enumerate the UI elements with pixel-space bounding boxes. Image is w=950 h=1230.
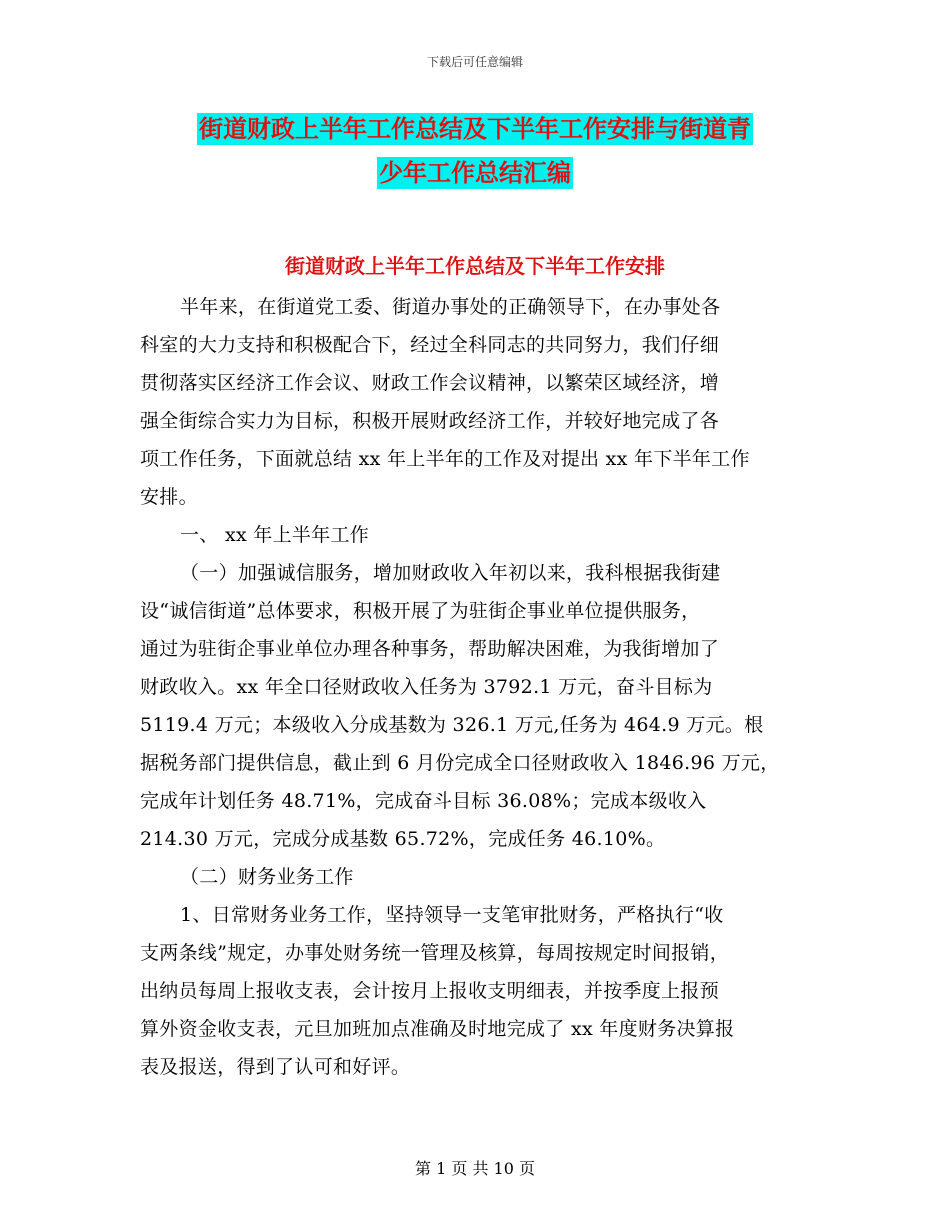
header-note: 下载后可任意编辑 <box>426 55 523 69</box>
subsection-heading: （二）财务业务工作 <box>180 866 354 888</box>
section-heading: 街道财政上半年工作总结及下半年工作安排 <box>285 254 665 278</box>
paragraph-line: 设“诚信街道”总体要求，积极开展了为驻街企事业单位提供服务， <box>140 600 701 622</box>
paragraph-line: 强全街综合实力为目标，积极开展财政经济工作，并较好地完成了各 <box>140 410 720 432</box>
paragraph-line: 表及报送，得到了认可和好评。 <box>140 1056 411 1078</box>
paragraph-line: 5119.4 万元；本级收入分成基数为 326.1 万元,任务为 464.9 万元。根 <box>140 714 764 736</box>
subsection-heading: 一、 xx 年上半年工作 <box>180 524 370 546</box>
document-title-text-2: 少年工作总结汇编 <box>379 159 571 187</box>
document-title-text-1: 街道财政上半年工作总结及下半年工作安排与街道青 <box>199 115 751 143</box>
paragraph-line: 安排。 <box>140 486 198 508</box>
paragraph-line: 据税务部门提供信息，截止到 6 月份完成全口径财政收入 1846.96 万元， <box>140 752 780 774</box>
document-title-line-2 <box>0 156 950 190</box>
paragraph-line: 科室的大力支持和积极配合下，经过全科同志的共同努力，我们仔细 <box>140 334 720 356</box>
paragraph-line: 214.30 万元，完成分成基数 65.72%，完成任务 46.10%。 <box>140 828 666 850</box>
page-footer: 第 1 页 共 10 页 <box>415 1159 535 1178</box>
paragraph-line: 1、日常财务业务工作，坚持领导一支笔审批财务，严格执行“收 <box>180 904 724 926</box>
document-title-line-1 <box>0 112 950 146</box>
paragraph-line: 项工作任务，下面就总结 xx 年上半年的工作及对提出 xx 年下半年工作 <box>140 448 750 470</box>
paragraph-line: 财政收入。xx 年全口径财政收入任务为 3792.1 万元，奋斗目标为 <box>140 676 713 698</box>
paragraph-line: 出纳员每周上报收支表，会计按月上报收支明细表，并按季度上报预 <box>140 980 720 1002</box>
paragraph-line: 半年来，在街道党工委、街道办事处的正确领导下，在办事处各 <box>180 296 721 318</box>
paragraph-line: 通过为驻街企事业单位办理各种事务，帮助解决困难，为我街增加了 <box>140 638 720 660</box>
paragraph-line: 支两条线”规定，办事处财务统一管理及核算，每周按规定时间报销， <box>140 942 730 964</box>
paragraph-line: （一）加强诚信服务，增加财政收入年初以来，我科根据我街建 <box>180 562 721 584</box>
paragraph-line: 完成年计划任务 48.71%，完成奋斗目标 36.08%；完成本级收入 <box>140 790 707 812</box>
paragraph-line: 算外资金收支表，元旦加班加点准确及时地完成了 xx 年度财务决算报 <box>140 1018 735 1040</box>
body-text <box>140 288 830 1086</box>
paragraph-line: 贯彻落实区经济工作会议、财政工作会议精神，以繁荣区域经济，增 <box>140 372 720 394</box>
